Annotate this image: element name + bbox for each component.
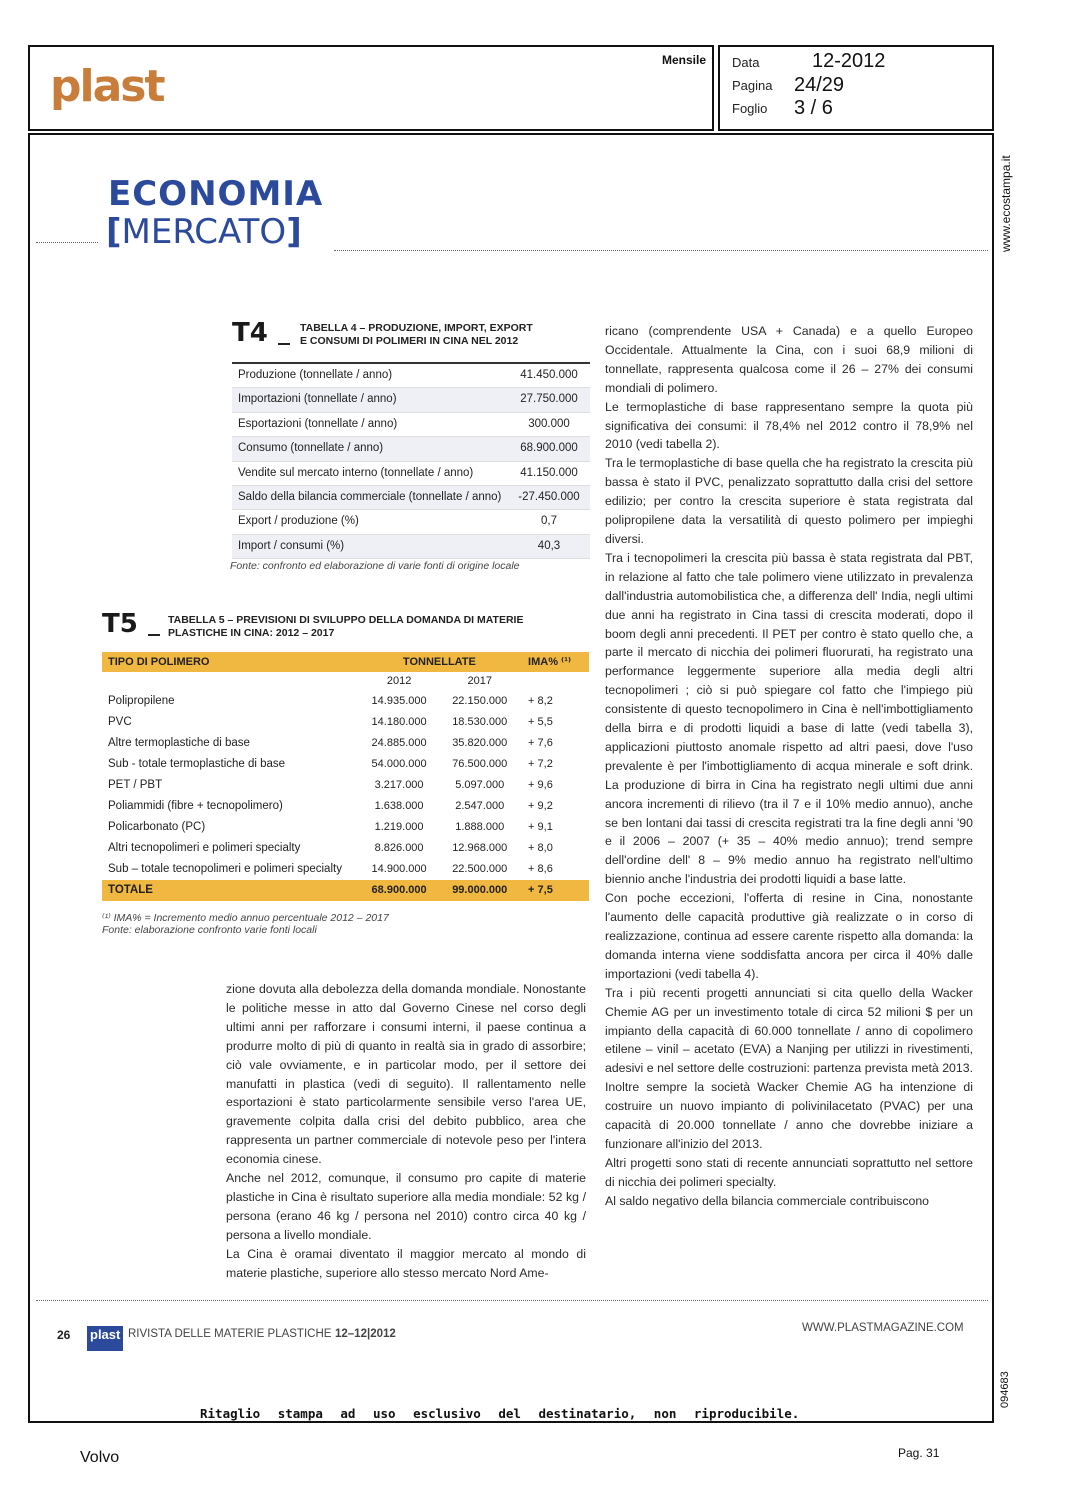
table4-row-label: Export / produzione (%) — [238, 515, 359, 528]
table4-row-value: 41.150.000 — [520, 466, 578, 479]
table5-row-ima: + 9,1 — [528, 821, 553, 833]
table5-row-2017: 18.530.000 — [452, 716, 508, 728]
col-type-header: TIPO DI POLIMERO — [108, 656, 210, 668]
table4-row — [232, 364, 590, 388]
paragraph: Tra i tecnopolimeri la crescita più bassa è stata registrata dal PBT, in relazione al fatto che tale polimero viene utilizzato in prevalenza dall'industria automobilistica che, a differenza dell' India, negli ultimi due anni ha registrato in Cina tassi di crescita moderati, dopo il boom degli anni precedenti. Il PET per contro è stato quello che, a parte il mercato di nicchia dei polimeri fluorurati, ha registrato una performance leggermente superiore alla media degli altri tecnopolimeri ; ciò si può spiegare col fatto che l'impiego più consistente di questo tecnopolimero in Cina è nell'imbottigliamento della birra e di prodotti liquidi a base di latte (vedi tabella 3), applicazioni piuttosto anomale rispetto ad altri paesi, dove l'uso prevalente è per l'imbottigliamento di acqua minerale e soft drink. La produzione di birra in Cina ha registrato negli ultimi due anni ancora incrementi di rilievo (tra il 7 e il 10% medio annuo), anche se ben lontani dai tassi di crescita registrati tra la fine degli anni '90 e il 2006 – 2007 (+ 35 – 40% medio annuo); trend sempre dell'ordine dell' 8 – 9% medio annuo ha registrato nell'ultimo biennio anche l'industria dei prodotti liquidi a base latte. — [605, 550, 973, 887]
table5-row-ima: + 7,6 — [528, 737, 553, 749]
table4-row-value: 40,3 — [537, 539, 561, 552]
paragraph: Le termoplastiche di base rappresentano sempre la quota più significativa dei consumi: il 78,4% nel 2012 contro il 78,9% nel 2010 (vedi tabella 2). — [605, 399, 973, 452]
table5-row-2012: 1.219.000 — [374, 821, 424, 833]
table5-row-2012: 14.935.000 — [371, 695, 427, 707]
table5-row-type: PET / PBT — [108, 779, 163, 791]
table5-row-type: Altri tecnopolimeri e polimeri specialty — [108, 842, 301, 854]
subtitle-text: MERCATO — [121, 212, 287, 252]
table4-row — [232, 535, 590, 559]
table5 — [102, 652, 589, 901]
table5-source: Fonte: elaborazione confronto varie fonti locali — [102, 924, 317, 936]
table5-row — [102, 859, 589, 880]
table4-row-label: Import / consumi (%) — [238, 539, 345, 552]
table5-dash — [148, 634, 160, 636]
header-logo-box — [28, 45, 714, 131]
footer-issue: 12–12|2012 — [335, 1328, 396, 1340]
footer-logo: plast — [87, 1326, 123, 1351]
table4-number: T4 — [232, 318, 268, 348]
table4-row-label: Saldo della bilancia commerciale (tonnellate / anno) — [238, 490, 502, 503]
table5-row-2012: 54.000.000 — [371, 758, 427, 770]
table4-row-label: Produzione (tonnellate / anno) — [238, 369, 393, 381]
paragraph: Tra le termoplastiche di base quella che ha registrato la crescita più bassa è stato il PVC, penalizzato soprattutto dalla crisi del settore edilizio; per contro la crescita superiore è stata registrata dal polipropilene data la versatilità di questo polimero per impieghi diversi. — [605, 456, 973, 546]
table5-caption-line1: TABELLA 5 – PREVISIONI DI SVILUPPO DELLA DOMANDA DI MATERIE — [168, 614, 524, 626]
clip-code: 094683 — [999, 1371, 1011, 1408]
page-ref: Pag. 31 — [898, 1446, 940, 1460]
left-text-column — [226, 980, 586, 1283]
table5-caption — [168, 614, 523, 640]
footer-page-number: 26 — [57, 1328, 71, 1342]
year-2017: 2017 — [467, 675, 492, 687]
total-label: TOTALE — [108, 884, 153, 896]
table5-row-2017: 1.888.000 — [455, 821, 505, 833]
table5-row — [102, 817, 589, 838]
table4-row-value: 68.900.000 — [520, 442, 578, 455]
table4-caption-line1: TABELLA 4 – PRODUZIONE, IMPORT, EXPORT — [300, 322, 533, 334]
year-2012: 2012 — [386, 675, 412, 687]
table5-body — [102, 691, 589, 880]
table5-row — [102, 775, 589, 796]
table5-row — [102, 712, 589, 733]
footer-magazine: RIVISTA DELLE MATERIE PLASTICHE — [128, 1328, 332, 1340]
date-value: 12-2012 — [812, 50, 886, 72]
table4-row-value: 300.000 — [528, 417, 570, 430]
table4-dash — [278, 343, 290, 345]
footer-rule — [36, 1300, 988, 1301]
page-value: 24/29 — [794, 74, 845, 96]
total-ima: + 7,5 — [528, 884, 553, 896]
table5-row-type: Sub - totale termoplastiche di base — [108, 758, 286, 770]
table5-row-2012: 14.900.000 — [371, 863, 427, 875]
paragraph: Con poche eccezioni, l'offerta di resine in Cina, nonostante l'aumento delle capacità produttive già realizzate o in corso di realizzazione, continua ad essere carente rispetto alla domanda: la domanda interna viene soddisfatta ancora per circa il 40% dalle importazioni (vedi tabella 4). — [605, 891, 973, 981]
table5-row-ima: + 8,0 — [528, 842, 553, 854]
table5-year-row — [102, 672, 589, 691]
clip-notice: Ritaglio stampa ad uso esclusivo del destinatario, non riproducibile. — [200, 1406, 800, 1421]
table4-row — [232, 437, 590, 461]
total-2012: 68.900.000 — [371, 884, 427, 896]
table4-row — [232, 388, 590, 412]
bracket-close: ] — [286, 212, 302, 252]
table5-row-2017: 35.820.000 — [452, 737, 508, 749]
table4-row — [232, 413, 590, 437]
table4-caption-line2: E CONSUMI DI POLIMERI IN CINA NEL 2012 — [300, 335, 519, 347]
table5-row — [102, 691, 589, 712]
table5-caption-line2: PLASTICHE IN CINA: 2012 – 2017 — [168, 627, 335, 639]
table5-row-type: PVC — [108, 716, 132, 728]
paragraph: ricano (comprendente USA + Canada) e a quello Europeo Occidentale. Attualmente la Cina, con i suoi 68,9 milioni di tonnellate, rappresenta qualcosa come il 26 – 27% dei consumi mondiali di polimero. — [605, 324, 973, 395]
table5-row-2012: 3.217.000 — [374, 779, 424, 791]
table5-row-ima: + 9,2 — [528, 800, 553, 812]
table4-row-label: Consumo (tonnellate / anno) — [238, 442, 384, 455]
table5-row-type: Policarbonato (PC) — [108, 821, 206, 833]
table5-number: T5 — [102, 609, 138, 639]
table4-row-label: Vendite sul mercato interno (tonnellate / anno) — [238, 466, 474, 479]
paragraph: Altri progetti sono stati di recente annunciati soprattutto nel settore di nicchia dei polimeri specialty. — [605, 1155, 973, 1189]
frequency-label: Mensile — [661, 53, 706, 67]
table5-row-2017: 22.500.000 — [452, 863, 508, 875]
table5-row-ima: + 7,2 — [528, 758, 553, 770]
table5-row — [102, 796, 589, 817]
paragraph: Al saldo negativo della bilancia commerciale contribuiscono — [605, 1193, 929, 1208]
table5-row — [102, 838, 589, 859]
col-tons-header: TONNELLATE — [402, 656, 476, 668]
table5-row-ima: + 9,6 — [528, 779, 553, 791]
table5-row-2017: 12.968.000 — [452, 842, 508, 854]
table5-row-2017: 2.547.000 — [455, 800, 505, 812]
table4-row-label: Esportazioni (tonnellate / anno) — [238, 417, 398, 430]
table5-row-2012: 14.180.000 — [371, 716, 427, 728]
table4-row — [232, 486, 590, 510]
page-label: Pagina — [732, 78, 773, 93]
table5-row-ima: + 8,6 — [528, 863, 553, 875]
table4-source: Fonte: confronto ed elaborazione di varie fonti di origine locale — [230, 560, 520, 572]
table4-row-value: 27.750.000 — [520, 393, 578, 406]
total-2017: 99.000.000 — [452, 884, 508, 896]
table4-caption — [300, 322, 533, 348]
table4-row — [232, 510, 590, 534]
table5-note: ⁽¹⁾ IMA% = Incremento medio annuo percentuale 2012 – 2017 — [102, 912, 389, 924]
sheet-value: 3 / 6 — [794, 97, 833, 119]
table5-row-2012: 8.826.000 — [374, 842, 424, 854]
table5-row-2017: 76.500.000 — [452, 758, 508, 770]
date-label: Data — [732, 55, 760, 70]
table5-header-row — [102, 652, 589, 672]
title-rule-right — [334, 250, 988, 251]
paragraph: Tra i più recenti progetti annunciati si cita quello della Wacker Chemie AG per un investimento totale di circa 52 milioni $ per un impianto della capacità di 60.000 tonnellate / anno di copolimero etilene – vinil – acetato (EVA) a Nanjing per utilizzi in rivestimenti, adesivi e nel settore delle costruzioni: partenza prevista metà 2013. Inoltre sempre la società Wacker Chemie AG ha intenzione di costruire un nuovo impianto di polivinilacetato (PVAC) per una capacità di 20.000 tonnellate / anno che dovrebbe iniziare a funzionare all'inizio del 2013. — [605, 985, 973, 1151]
table4-row-label: Importazioni (tonnellate / anno) — [238, 393, 397, 406]
table5-row-2017: 5.097.000 — [455, 779, 505, 791]
title-rule-left — [36, 242, 98, 243]
bracket-open: [ — [106, 212, 122, 252]
table5-row-2017: 22.150.000 — [452, 695, 508, 707]
table5-row-ima: + 5,5 — [528, 716, 553, 728]
section-title: ECONOMIA — [108, 174, 324, 214]
table5-row-type: Sub – totale tecnopolimeri e polimeri specialty — [108, 863, 342, 875]
table4-row-value: 41.450.000 — [520, 369, 578, 381]
table4 — [232, 364, 590, 559]
table5-row — [102, 733, 589, 754]
col-ima-header: IMA% ⁽¹⁾ — [528, 656, 572, 668]
section-subtitle — [106, 212, 302, 252]
table4-row-value: 0,7 — [541, 515, 557, 528]
sheet-label: Foglio — [732, 101, 768, 116]
header-meta-box — [718, 45, 994, 131]
client-name: Volvo — [80, 1449, 120, 1466]
table5-row — [102, 754, 589, 775]
table5-row-type: Poliammidi (fibre + tecnopolimero) — [108, 800, 283, 812]
table5-row-type: Polipropilene — [108, 695, 175, 707]
table5-row-ima: + 8,2 — [528, 695, 553, 707]
table4-row — [232, 462, 590, 486]
table5-row-type: Altre termoplastiche di base — [108, 737, 250, 749]
table5-total-row — [102, 880, 589, 901]
table5-row-2012: 24.885.000 — [371, 737, 427, 749]
plast-logo: plast — [50, 61, 164, 112]
paragraph: Anche nel 2012, comunque, il consumo pro capite di materie plastiche in Cina è risultato superiore alla media mondiale: 52 kg / persona (erano 46 kg / persona nel 2010) contro circa 40 kg / persona a livello mondiale. — [226, 1171, 586, 1242]
right-text-column — [605, 322, 973, 1211]
ecostampa-url: www.ecostampa.it — [999, 155, 1013, 252]
table4-row-value: -27.450.000 — [518, 490, 580, 503]
paragraph: La Cina è oramai diventato il maggior mercato al mondo di materie plastiche, superiore allo stesso mercato Nord Ame- — [226, 1246, 586, 1280]
paragraph: zione dovuta alla debolezza della domanda mondiale. Nonostante le politiche messe in atto dal Governo Cinese nel corso degli ultimi anni per rafforzare i consumi interni, il paese continua a produrre molto di più di quanto in realtà sia in grado di assorbire; ciò vale ovviamente, e in particolar modo, per il settore dei manufatti in plastica (vedi di seguito). Il rallentamento nelle esportazioni è stato particolarmente sensibile verso l'area UE, gravemente colpita dalla crisi del debito pubblico, area che rappresenta un partner commerciale di notevole peso per l'intera economia cinese. — [226, 982, 586, 1167]
table5-row-2012: 1.638.000 — [374, 800, 424, 812]
footer-website: WWW.PLASTMAGAZINE.COM — [802, 1322, 964, 1334]
